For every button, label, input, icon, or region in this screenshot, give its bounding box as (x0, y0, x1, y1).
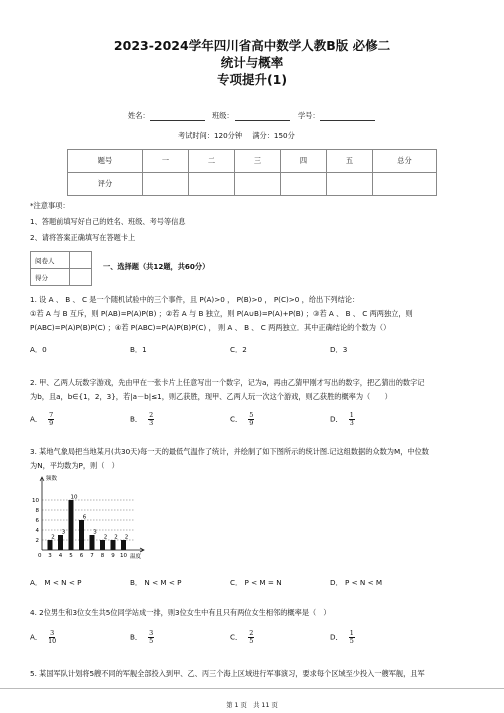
denominator: 5 (149, 637, 154, 645)
y-tick-label: 10 (32, 498, 39, 504)
fraction (248, 630, 254, 645)
bar (48, 540, 53, 550)
score-table (67, 149, 437, 196)
y-tick-label: 8 (35, 508, 39, 514)
fraction (148, 412, 154, 427)
x-tick-label: 8 (100, 553, 105, 559)
option-label: C． (230, 414, 243, 424)
x-axis-label: 温度 (130, 554, 142, 560)
q3-option-a[interactable]: A． M < N < P (30, 578, 82, 587)
exam-time: 考试时间：120分钟 (178, 131, 243, 140)
fraction (48, 630, 56, 645)
bar-data-label: 10 (70, 494, 78, 501)
x-tick-label: 9 (111, 553, 115, 559)
exam-meta (178, 131, 295, 141)
bar (100, 540, 105, 550)
frequency-bar-chart (28, 472, 163, 562)
score-table-row (68, 173, 437, 196)
q4-option-a[interactable] (30, 630, 56, 645)
doc-title-line3: 专项提升(1) (216, 72, 288, 87)
q3-option-c[interactable]: C． P < M = N (230, 578, 282, 587)
q4-option-c[interactable] (230, 630, 254, 645)
bar (121, 540, 126, 550)
id-field[interactable] (320, 120, 375, 121)
score-table-header (68, 150, 437, 173)
numerator: 7 (49, 411, 54, 419)
bar (58, 535, 63, 550)
student-info-row (0, 111, 504, 123)
fraction (349, 630, 355, 645)
fraction (248, 412, 254, 427)
numerator: 5 (249, 411, 254, 419)
fraction (48, 412, 54, 427)
option-label: B． (130, 632, 143, 642)
denominator: 9 (49, 419, 54, 427)
numerator: 3 (149, 629, 154, 637)
bar-data-label: 2 (103, 534, 108, 541)
option-label: A． (30, 414, 43, 424)
y-tick-label: 2 (35, 538, 39, 544)
x-tick-label: 6 (79, 553, 84, 559)
q1-option-b[interactable]: B．1 (130, 345, 147, 354)
q2-option-b[interactable] (130, 412, 154, 427)
score-cell[interactable] (189, 173, 235, 196)
doc-title-line1: 2023-2024学年四川省高中数学人教B版 必修二 (113, 38, 391, 53)
score-cell[interactable] (143, 173, 189, 196)
score-header-cell: 题号 (68, 150, 143, 173)
score-header-cell: 五 (327, 150, 373, 173)
denominator: 3 (149, 419, 154, 427)
grader-cell[interactable] (70, 252, 92, 269)
q1-option-d[interactable]: D．3 (330, 345, 348, 354)
x-tick-label: 10 (120, 553, 127, 559)
q3-option-b[interactable]: B． N < M < P (130, 578, 182, 587)
x-tick-label: 3 (48, 553, 52, 559)
score-cell[interactable] (70, 269, 92, 286)
score-cell[interactable] (373, 173, 437, 196)
fraction (148, 630, 154, 645)
id-label: 学号： (298, 111, 320, 120)
score-header-cell: 三 (235, 150, 281, 173)
q1-option-c[interactable]: C．2 (230, 345, 247, 354)
bar (79, 520, 84, 550)
q5-line1: 5. 某国军队计划将5艘不同的军舰全部投入到甲、乙、丙三个海上区域进行军事演习，要求每个区域至少投入一艘军舰，且军 (30, 669, 425, 678)
bar-data-label: 2 (51, 534, 55, 541)
grader-label: 阅卷人 (31, 252, 70, 269)
y-tick-label: 4 (35, 528, 39, 534)
score-row-label: 评分 (68, 173, 143, 196)
q1-line1: 1. 设 A 、 B 、 C 是一个随机试验中的三个事件，且 P(A)>0 ， P(B)>0 ， P(C)>0 ，给出下列结论： (30, 295, 360, 304)
q4-line1: 4. 2位男生和3位女生共5位同学站成一排，则3位女生中有且只有两位女生相邻的概率是（ ） (30, 608, 331, 617)
grader-box (30, 251, 92, 286)
denominator: 5 (349, 637, 354, 645)
fraction (349, 412, 355, 427)
bar-data-label: 3 (93, 529, 97, 536)
score-header-cell: 四 (281, 150, 327, 173)
notes-title: *注意事项： (30, 201, 70, 210)
option-label: D． (330, 414, 343, 424)
q3-line1: 3. 某地气象局把当地某月(共30天)每一天的最低气温作了统计，并绘制了如下图所示的统计图.记这组数据的众数为M，中位数 (30, 447, 429, 456)
footer-divider (0, 688, 504, 689)
name-field[interactable] (150, 120, 205, 121)
q2-line2: 为b，且a，b∈{1，2，3}，若|a－b|≤1，则乙获胜，现甲、乙两人玩一次这个游戏，则乙获胜的概率为（ ） (30, 392, 392, 401)
q1-option-a[interactable]: A．0 (30, 345, 47, 354)
class-label: 班级： (212, 111, 234, 120)
notes-item-1: 1、答题前填写好自己的姓名、班级、考号等信息 (30, 217, 186, 226)
denominator: 3 (349, 419, 354, 427)
bar-data-label: 3 (61, 529, 66, 536)
score-header-cell: 总分 (373, 150, 437, 173)
class-field[interactable] (235, 120, 290, 121)
bar (111, 540, 116, 550)
score-cell[interactable] (327, 173, 373, 196)
x-tick-label: 5 (69, 553, 73, 559)
score-cell[interactable] (235, 173, 281, 196)
notes-item-2: 2、请将答案正确填写在答题卡上 (30, 233, 136, 242)
page-footer: 第 1 页 共 11 页 (226, 702, 278, 709)
numerator: 1 (349, 411, 354, 419)
q2-line1: 2. 甲、乙两人玩数字游戏，先由甲在一张卡片上任意写出一个数字，记为a，再由乙猜甲刚才写出的数字，把乙猜出的数字记 (30, 378, 425, 387)
bar-data-label: 6 (82, 514, 87, 521)
option-label: B． (130, 414, 143, 424)
denominator: 9 (249, 419, 254, 427)
q1-line3: P(ABC)=P(A)P(B)P(C) ；④若 P(ABC)=P(A)P(B)P(C) ， 则 A 、 B 、 C 两两独立．其中正确结论的个数为（） (30, 323, 391, 332)
option-label: D． (330, 632, 343, 642)
score-header-cell: 二 (189, 150, 235, 173)
denominator: 10 (48, 637, 57, 645)
q2-option-a[interactable] (30, 412, 54, 427)
numerator: 1 (349, 629, 354, 637)
option-label: A． (30, 632, 43, 642)
bar-data-label: 2 (114, 534, 118, 541)
numerator: 2 (149, 411, 154, 419)
section-title: 一、选择题（共12题，共60分） (103, 262, 210, 271)
q4-option-b[interactable] (130, 630, 154, 645)
option-label: C． (230, 632, 243, 642)
numerator: 3 (50, 629, 55, 637)
q2-option-c[interactable] (230, 412, 254, 427)
name-label: 姓名： (128, 111, 150, 120)
numerator: 2 (249, 629, 254, 637)
bar (90, 535, 95, 550)
q3-option-d[interactable]: D． P < N < M (330, 578, 383, 587)
score-label: 得分 (31, 269, 70, 286)
q4-option-d[interactable] (330, 630, 355, 645)
q2-option-d[interactable] (330, 412, 355, 427)
x-tick-label: 7 (90, 553, 94, 559)
q1-line2: ①若 A 与 B 互斥，则 P(AB)=P(A)P(B) ；②若 A 与 B 独立，则 P(A∪B)=P(A)+P(B) ；③若 A 、 B 、 C 两两独立，则 (30, 309, 413, 318)
origin-label: 0 (38, 553, 42, 559)
q3-line2: 为N，平均数为P，则（ ） (30, 461, 119, 470)
bar-data-label: 2 (124, 534, 129, 541)
exam-full-score: 满分：150分 (252, 131, 295, 140)
score-cell[interactable] (281, 173, 327, 196)
bar (69, 500, 74, 550)
x-tick-label: 4 (58, 553, 63, 559)
denominator: 5 (249, 637, 254, 645)
score-header-cell: 一 (143, 150, 189, 173)
y-tick-label: 6 (35, 518, 39, 524)
y-axis-label: 频数 (46, 476, 58, 482)
doc-title-line2: 统计与概率 (220, 55, 284, 70)
